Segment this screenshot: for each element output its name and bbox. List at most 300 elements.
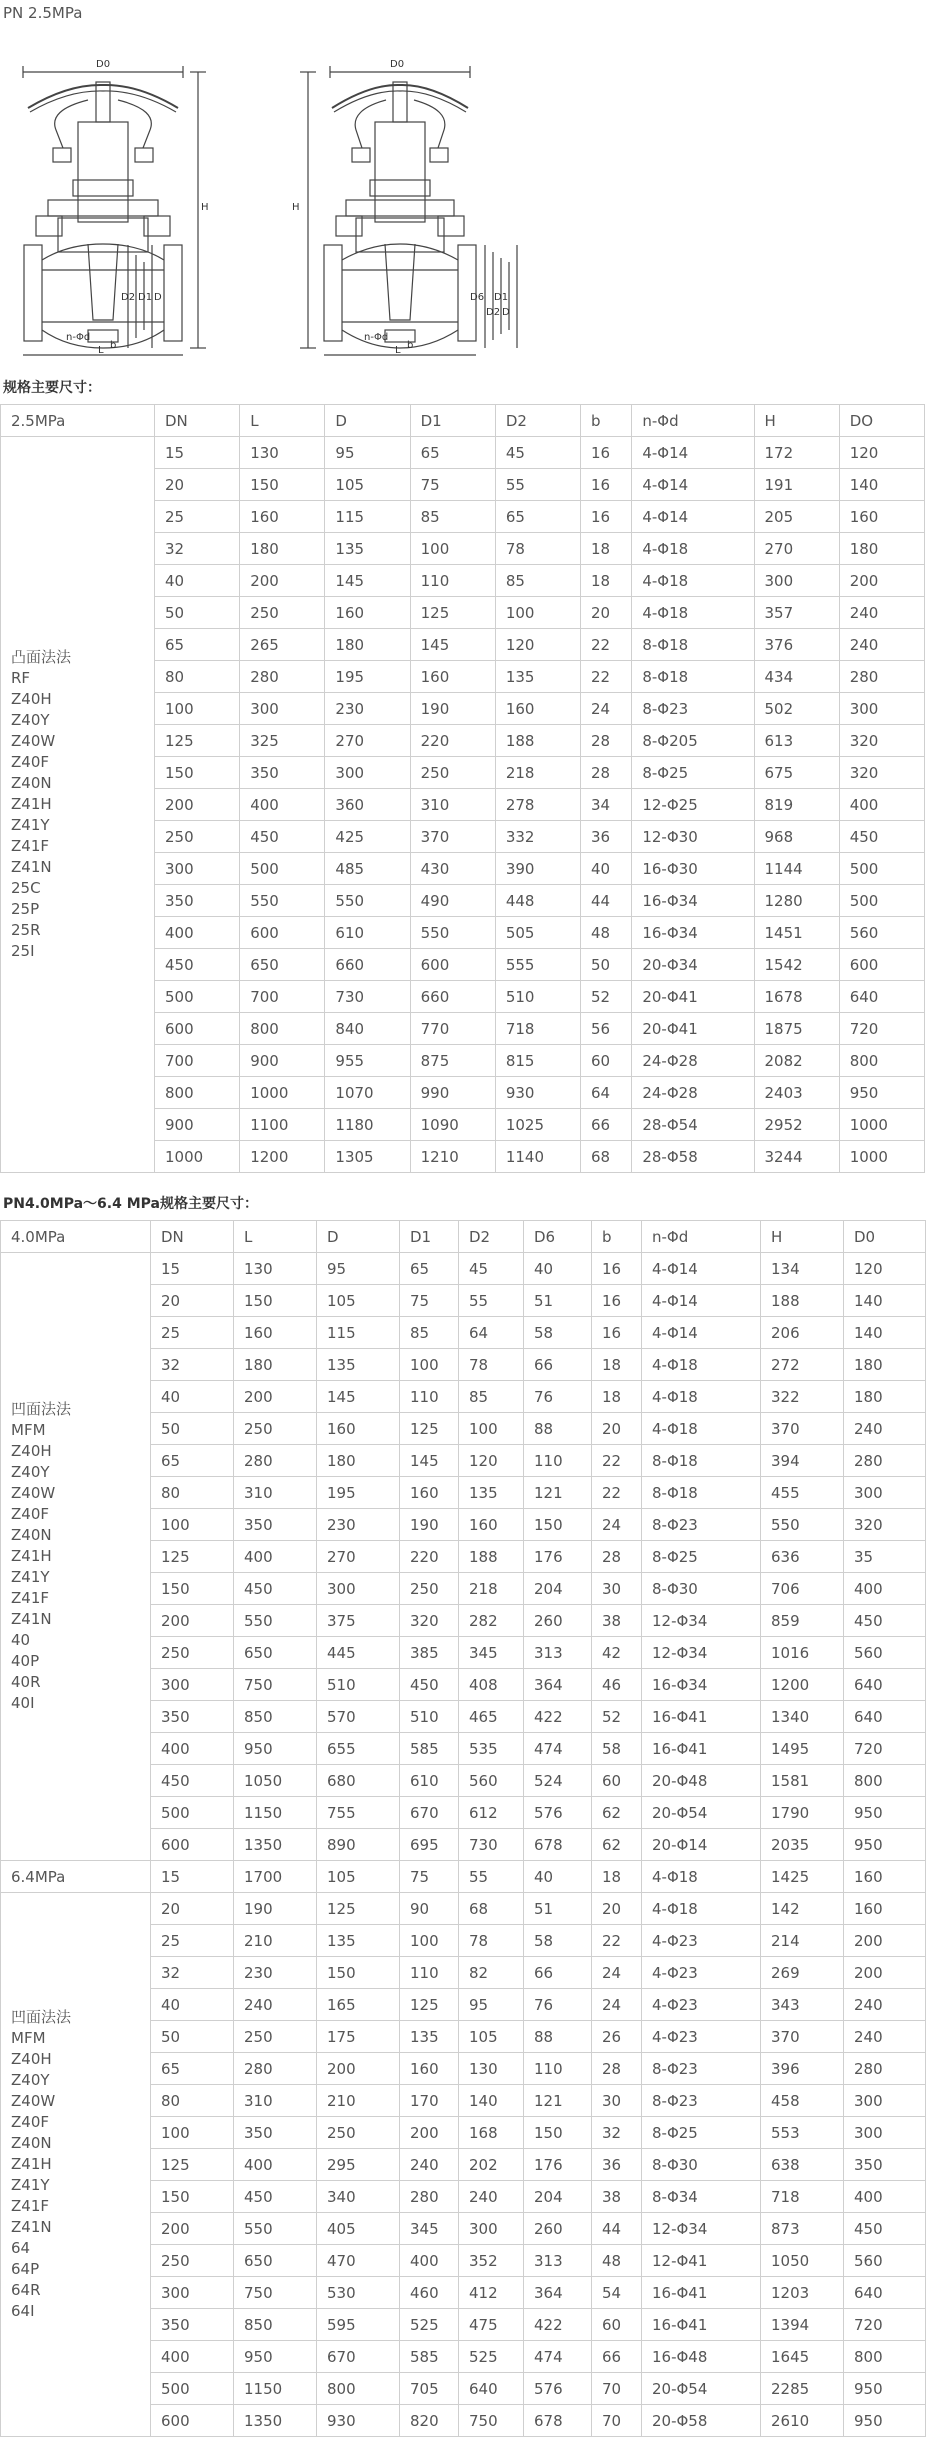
table-cell: 200 (844, 1957, 926, 1989)
table-cell: 206 (761, 1317, 844, 1349)
table-cell: 320 (839, 757, 924, 789)
table-cell: 1425 (761, 1861, 844, 1893)
table-cell: 313 (524, 1637, 592, 1669)
table-cell: 135 (325, 533, 410, 565)
table-cell: 300 (459, 2213, 524, 2245)
table-cell: 1451 (754, 917, 839, 949)
table-cell: 180 (844, 1349, 926, 1381)
table-cell: 750 (234, 2277, 317, 2309)
table-cell: 655 (317, 1733, 400, 1765)
table-cell: 68 (459, 1893, 524, 1925)
table-cell: 3244 (754, 1141, 839, 1173)
table-cell: 408 (459, 1669, 524, 1701)
table-cell: 25 (155, 501, 240, 533)
table-cell: 1678 (754, 981, 839, 1013)
table-cell: 191 (754, 469, 839, 501)
table-cell: 190 (234, 1893, 317, 1925)
column-header: H (754, 405, 839, 437)
table-cell: 350 (234, 1509, 317, 1541)
table-cell: 60 (592, 2309, 642, 2341)
table-cell: 20-Φ41 (632, 1013, 754, 1045)
table-cell: 18 (592, 1381, 642, 1413)
table-cell: 140 (844, 1285, 926, 1317)
table-cell: 850 (234, 1701, 317, 1733)
table-cell: 56 (581, 1013, 632, 1045)
table-cell: 214 (761, 1925, 844, 1957)
table-cell: 485 (325, 853, 410, 885)
table-cell: 20-Φ48 (642, 1765, 761, 1797)
table-cell: 718 (761, 2181, 844, 2213)
table-cell: 202 (459, 2149, 524, 2181)
table-cell: 1000 (839, 1141, 924, 1173)
table-cell: 550 (410, 917, 495, 949)
table-cell: 125 (400, 1413, 459, 1445)
table-cell: 364 (524, 1669, 592, 1701)
table-cell: 150 (151, 2181, 234, 2213)
table-cell: 430 (410, 853, 495, 885)
table-cell: 54 (592, 2277, 642, 2309)
table-row (1, 1253, 926, 1285)
table-cell: 20 (151, 1893, 234, 1925)
table-cell: 396 (761, 2053, 844, 2085)
table-cell: 195 (325, 661, 410, 693)
table-cell: 1180 (325, 1109, 410, 1141)
label-d0: D0 (96, 59, 111, 70)
table-cell: 1875 (754, 1013, 839, 1045)
table-cell: 730 (459, 1829, 524, 1861)
table-cell: 20 (151, 1285, 234, 1317)
table-cell: 660 (325, 949, 410, 981)
table-cell: 405 (317, 2213, 400, 2245)
table-cell: 24-Φ28 (632, 1077, 754, 1109)
table-cell: 26 (592, 2021, 642, 2053)
table-cell: 4-Φ18 (632, 597, 754, 629)
label-b: b (110, 340, 117, 351)
table-cell: 280 (234, 1445, 317, 1477)
column-header: n-Φd (642, 1221, 761, 1253)
table-cell: 310 (234, 2085, 317, 2117)
table-cell: 200 (844, 1925, 926, 1957)
table-cell: 12-Φ30 (632, 821, 754, 853)
table-cell: 640 (844, 1669, 926, 1701)
table-cell: 65 (151, 1445, 234, 1477)
table-cell: 48 (592, 2245, 642, 2277)
table-cell: 448 (495, 885, 580, 917)
table-cell: 650 (234, 2245, 317, 2277)
table-cell: 550 (761, 1509, 844, 1541)
table-cell: 16-Φ34 (632, 885, 754, 917)
table-cell: 434 (754, 661, 839, 693)
table-cell: 465 (459, 1701, 524, 1733)
table-cell: 24 (592, 1509, 642, 1541)
table-cell: 200 (151, 2213, 234, 2245)
table-cell: 240 (459, 2181, 524, 2213)
table-cell: 250 (234, 2021, 317, 2053)
column-header: b (581, 405, 632, 437)
table-cell: 270 (325, 725, 410, 757)
spec-table-pn25 (0, 404, 925, 1173)
table-cell: 65 (400, 1253, 459, 1285)
table-cell: 394 (761, 1445, 844, 1477)
table-cell: 4-Φ18 (642, 1893, 761, 1925)
table-cell: 500 (151, 2373, 234, 2405)
table-cell: 220 (400, 1541, 459, 1573)
table-cell: 1495 (761, 1733, 844, 1765)
table-cell: 70 (592, 2373, 642, 2405)
table-cell: 560 (839, 917, 924, 949)
table-cell: 422 (524, 1701, 592, 1733)
table-cell: 8-Φ18 (642, 1477, 761, 1509)
table-cell: 8-Φ30 (642, 2149, 761, 2181)
table-cell: 180 (839, 533, 924, 565)
model-group-cell: 凸面法法 RF Z40H Z40Y Z40W Z40F Z40N Z41H Z41Y Z41F Z41N 25C 25P 25R 25I (1, 437, 155, 1173)
table-cell: 95 (325, 437, 410, 469)
table-cell: 1050 (761, 2245, 844, 2277)
table-cell: 720 (839, 1013, 924, 1045)
table-cell: 20-Φ54 (642, 1797, 761, 1829)
table-cell: 800 (155, 1077, 240, 1109)
table-cell: 160 (844, 1861, 926, 1893)
column-header: D (317, 1221, 400, 1253)
table-cell: 12-Φ41 (642, 2245, 761, 2277)
table-cell: 105 (317, 1861, 400, 1893)
table-cell: 30 (592, 2085, 642, 2117)
table-cell: 450 (151, 1765, 234, 1797)
table-cell: 50 (151, 1413, 234, 1445)
table-cell: 50 (151, 2021, 234, 2053)
table-cell: 390 (495, 853, 580, 885)
table-cell: 295 (317, 2149, 400, 2181)
table-cell: 1070 (325, 1077, 410, 1109)
column-header: D1 (400, 1221, 459, 1253)
table-cell: 135 (400, 2021, 459, 2053)
table-cell: 40 (155, 565, 240, 597)
table-cell: 585 (400, 2341, 459, 2373)
table-cell: 35 (844, 1541, 926, 1573)
table-cell: 600 (240, 917, 325, 949)
table-cell: 375 (317, 1605, 400, 1637)
table-cell: 51 (524, 1285, 592, 1317)
table-cell: 115 (317, 1317, 400, 1349)
table-cell: 370 (761, 2021, 844, 2053)
table-cell: 1700 (234, 1861, 317, 1893)
table-cell: 800 (240, 1013, 325, 1045)
table-cell: 160 (410, 661, 495, 693)
table-cell: 60 (592, 1765, 642, 1797)
table-cell: 400 (234, 2149, 317, 2181)
table-cell: 320 (844, 1509, 926, 1541)
pressure-label-cell: 6.4MPa (1, 1861, 151, 1893)
table-cell: 2285 (761, 2373, 844, 2405)
table-cell: 600 (410, 949, 495, 981)
table-cell: 22 (581, 629, 632, 661)
table-cell: 700 (155, 1045, 240, 1077)
table-cell: 280 (839, 661, 924, 693)
table-cell: 1280 (754, 885, 839, 917)
table-cell: 55 (459, 1285, 524, 1317)
table-cell: 125 (151, 2149, 234, 2181)
table-cell: 110 (410, 565, 495, 597)
table-cell: 230 (317, 1509, 400, 1541)
table-cell: 15 (155, 437, 240, 469)
table-cell: 474 (524, 2341, 592, 2373)
table-cell: 88 (524, 2021, 592, 2053)
table-cell: 66 (524, 1349, 592, 1381)
label-h: H (292, 202, 300, 213)
label-d2: D2 (121, 292, 136, 303)
table-cell: 570 (317, 1701, 400, 1733)
column-header: D2 (495, 405, 580, 437)
table-cell: 135 (459, 1477, 524, 1509)
table-cell: 400 (240, 789, 325, 821)
table-cell: 260 (524, 1605, 592, 1637)
table-cell: 1350 (234, 2405, 317, 2437)
table-cell: 125 (400, 1989, 459, 2021)
table-cell: 560 (459, 1765, 524, 1797)
table-cell: 180 (234, 1349, 317, 1381)
column-header: D1 (410, 405, 495, 437)
table-cell: 90 (400, 1893, 459, 1925)
table-cell: 950 (234, 1733, 317, 1765)
table-cell: 16-Φ41 (642, 2309, 761, 2341)
table-cell: 272 (761, 1349, 844, 1381)
table-cell: 4-Φ23 (642, 2021, 761, 2053)
table-cell: 8-Φ34 (642, 2181, 761, 2213)
table-cell: 800 (839, 1045, 924, 1077)
table-cell: 218 (495, 757, 580, 789)
table-cell: 500 (151, 1797, 234, 1829)
table-cell: 18 (592, 1349, 642, 1381)
table-cell: 1090 (410, 1109, 495, 1141)
table-cell: 240 (844, 1413, 926, 1445)
table-cell: 15 (151, 1253, 234, 1285)
table-cell: 160 (400, 1477, 459, 1509)
table-cell: 4-Φ14 (632, 437, 754, 469)
table-cell: 300 (325, 757, 410, 789)
table-cell: 205 (754, 501, 839, 533)
table-cell: 100 (400, 1925, 459, 1957)
table-cell: 48 (581, 917, 632, 949)
table-cell: 150 (240, 469, 325, 501)
table-cell: 280 (234, 2053, 317, 2085)
table-cell: 720 (844, 2309, 926, 2341)
table-cell: 32 (155, 533, 240, 565)
table-cell: 640 (844, 1701, 926, 1733)
table-cell: 100 (151, 2117, 234, 2149)
table-cell: 675 (754, 757, 839, 789)
table-cell: 200 (151, 1605, 234, 1637)
table-cell: 610 (400, 1765, 459, 1797)
table-cell: 40 (151, 1989, 234, 2021)
table-cell: 1000 (155, 1141, 240, 1173)
table-cell: 8-Φ23 (642, 2053, 761, 2085)
section1-header: PN 2.5MPa (3, 4, 83, 22)
table-cell: 200 (839, 565, 924, 597)
table-cell: 678 (524, 1829, 592, 1861)
table-cell: 140 (459, 2085, 524, 2117)
table-cell: 400 (234, 1541, 317, 1573)
table-cell: 58 (592, 1733, 642, 1765)
table-cell: 4-Φ14 (632, 469, 754, 501)
table-cell: 1210 (410, 1141, 495, 1173)
table-cell: 510 (400, 1701, 459, 1733)
table-cell: 100 (410, 533, 495, 565)
table-cell: 859 (761, 1605, 844, 1637)
table-cell: 343 (761, 1989, 844, 2021)
column-header: DN (155, 405, 240, 437)
table-cell: 1150 (234, 2373, 317, 2405)
table-cell: 80 (155, 661, 240, 693)
table-cell: 40 (581, 853, 632, 885)
table-cell: 66 (592, 2341, 642, 2373)
table-cell: 210 (234, 1925, 317, 1957)
table-cell: 180 (317, 1445, 400, 1477)
table-cell: 300 (240, 693, 325, 725)
table-cell: 1025 (495, 1109, 580, 1141)
table-cell: 4-Φ18 (632, 565, 754, 597)
table-cell: 4-Φ18 (642, 1381, 761, 1413)
table-cell: 20-Φ14 (642, 1829, 761, 1861)
table-cell: 8-Φ18 (642, 1445, 761, 1477)
table-cell: 890 (317, 1829, 400, 1861)
table-cell: 180 (325, 629, 410, 661)
table-cell: 145 (317, 1381, 400, 1413)
table-cell: 750 (459, 2405, 524, 2437)
table-cell: 320 (839, 725, 924, 757)
table-cell: 150 (234, 1285, 317, 1317)
table-cell: 8-Φ18 (632, 661, 754, 693)
table-cell: 36 (592, 2149, 642, 2181)
table-cell: 8-Φ25 (642, 1541, 761, 1573)
table-cell: 160 (317, 1413, 400, 1445)
table-cell: 110 (400, 1957, 459, 1989)
table-cell: 58 (524, 1317, 592, 1349)
table-cell: 135 (317, 1925, 400, 1957)
table-cell: 400 (844, 2181, 926, 2213)
table-cell: 450 (234, 2181, 317, 2213)
table-cell: 150 (524, 2117, 592, 2149)
table-cell: 120 (459, 1445, 524, 1477)
table-cell: 160 (839, 501, 924, 533)
table-cell: 65 (495, 501, 580, 533)
table-cell: 1200 (240, 1141, 325, 1173)
table-cell: 800 (317, 2373, 400, 2405)
table-cell: 16-Φ41 (642, 1701, 761, 1733)
column-header: 2.5MPa (1, 405, 155, 437)
table-cell: 52 (592, 1701, 642, 1733)
table-cell: 140 (839, 469, 924, 501)
table-cell: 46 (592, 1669, 642, 1701)
table-cell: 12-Φ25 (632, 789, 754, 821)
table-cell: 510 (317, 1669, 400, 1701)
table-cell: 425 (325, 821, 410, 853)
table-cell: 28 (581, 725, 632, 757)
table-cell: 1340 (761, 1701, 844, 1733)
table-cell: 125 (410, 597, 495, 629)
table-cell: 180 (240, 533, 325, 565)
table-cell: 636 (761, 1541, 844, 1573)
label-d: D (154, 292, 162, 303)
table-cell: 280 (240, 661, 325, 693)
table-cell: 2403 (754, 1077, 839, 1109)
table-cell: 550 (234, 1605, 317, 1637)
table-cell: 16 (581, 469, 632, 501)
table-cell: 70 (592, 2405, 642, 2437)
table-cell: 44 (581, 885, 632, 917)
table-cell: 66 (524, 1957, 592, 1989)
table-cell: 450 (844, 2213, 926, 2245)
table-cell: 12-Φ34 (642, 1637, 761, 1669)
table-cell: 1000 (240, 1077, 325, 1109)
table-cell: 22 (592, 1477, 642, 1509)
table-cell: 110 (524, 2053, 592, 2085)
table-cell: 38 (592, 1605, 642, 1637)
table-cell: 553 (761, 2117, 844, 2149)
table-cell: 165 (317, 1989, 400, 2021)
table-cell: 320 (400, 1605, 459, 1637)
table-cell: 168 (459, 2117, 524, 2149)
table-cell: 269 (761, 1957, 844, 1989)
table-cell: 313 (524, 2245, 592, 2277)
table-cell: 875 (410, 1045, 495, 1077)
table-cell: 125 (151, 1541, 234, 1573)
table-cell: 345 (459, 1637, 524, 1669)
table-cell: 500 (839, 853, 924, 885)
table-cell: 8-Φ30 (642, 1573, 761, 1605)
table-cell: 28 (592, 1541, 642, 1573)
table-cell: 45 (495, 437, 580, 469)
table-cell: 350 (240, 757, 325, 789)
table-cell: 800 (844, 1765, 926, 1797)
table-cell: 28-Φ54 (632, 1109, 754, 1141)
table-cell: 450 (234, 1573, 317, 1605)
table-cell: 650 (240, 949, 325, 981)
table-cell: 188 (761, 1285, 844, 1317)
table-cell: 195 (317, 1477, 400, 1509)
table-cell: 4-Φ18 (632, 533, 754, 565)
table-cell: 612 (459, 1797, 524, 1829)
table-cell: 160 (234, 1317, 317, 1349)
table-cell: 510 (495, 981, 580, 1013)
table-cell: 65 (410, 437, 495, 469)
table-cell: 130 (240, 437, 325, 469)
table-cell: 560 (844, 1637, 926, 1669)
table-cell: 400 (844, 1573, 926, 1605)
table-cell: 1144 (754, 853, 839, 885)
table-cell: 460 (400, 2277, 459, 2309)
table-cell: 505 (495, 917, 580, 949)
table-cell: 412 (459, 2277, 524, 2309)
table-cell: 22 (592, 1445, 642, 1477)
column-header: n-Φd (632, 405, 754, 437)
table-cell: 18 (581, 533, 632, 565)
table-cell: 24 (592, 1957, 642, 1989)
table-cell: 16 (592, 1253, 642, 1285)
table-cell: 16-Φ41 (642, 2277, 761, 2309)
table-cell: 600 (839, 949, 924, 981)
table-cell: 230 (234, 1957, 317, 1989)
table-cell: 85 (495, 565, 580, 597)
table-cell: 160 (495, 693, 580, 725)
table-cell: 360 (325, 789, 410, 821)
table-cell: 718 (495, 1013, 580, 1045)
column-header: 4.0MPa (1, 1221, 151, 1253)
table-cell: 75 (410, 469, 495, 501)
table-cell: 160 (400, 2053, 459, 2085)
table-cell: 88 (524, 1413, 592, 1445)
table-cell: 400 (151, 1733, 234, 1765)
table-cell: 400 (400, 2245, 459, 2277)
